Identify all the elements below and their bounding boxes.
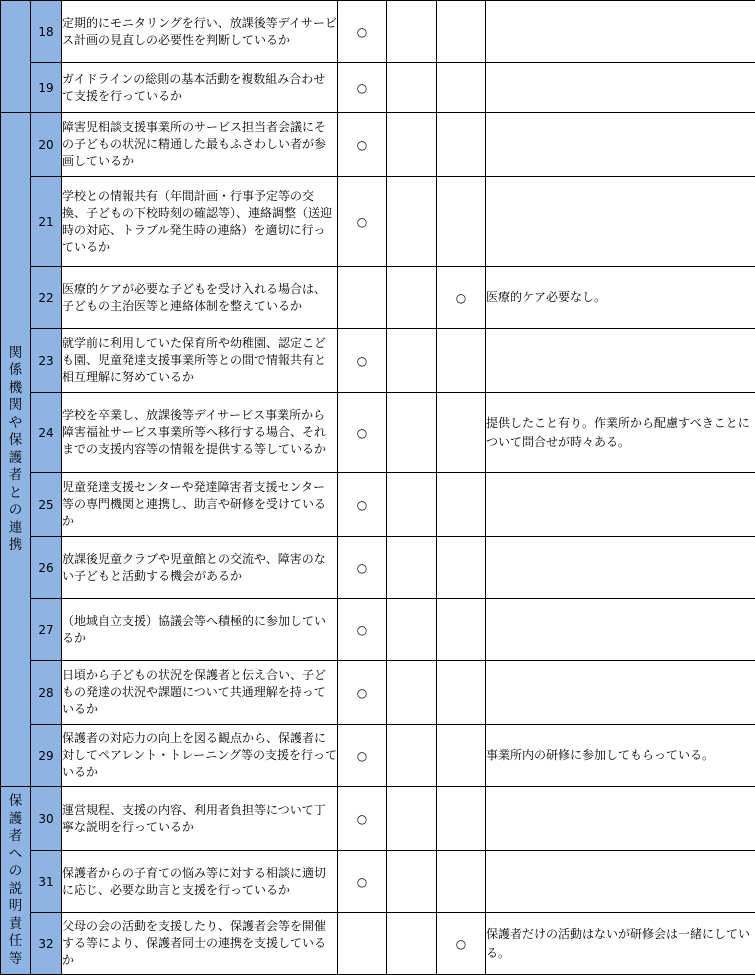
item-text: 学校との情報共有（年間計画・行事予定等の交換、子どもの下校時刻の確認等）、連絡調整（送迎時の対応、トラブル発生時の連絡）を適切に行っているか — [62, 177, 338, 267]
category-label: 保護者への説明責任等 — [9, 793, 23, 968]
no-mark — [387, 537, 437, 599]
table-row — [1, 661, 755, 725]
unknown-mark — [437, 329, 486, 393]
yes-mark: ○ — [338, 787, 387, 851]
table-row — [1, 267, 755, 329]
unknown-mark — [437, 725, 486, 787]
item-number: 18 — [31, 1, 62, 63]
yes-mark: ○ — [338, 329, 387, 393]
no-mark — [387, 913, 437, 975]
item-number: 30 — [31, 787, 62, 851]
improvement-note — [486, 537, 755, 599]
yes-mark: ○ — [338, 537, 387, 599]
yes-mark — [338, 913, 387, 975]
no-mark — [387, 267, 437, 329]
category-cell — [1, 787, 31, 975]
improvement-note: 事業所内の研修に参加してもらっている。 — [486, 725, 755, 787]
unknown-mark: ○ — [437, 913, 486, 975]
unknown-mark — [437, 1, 486, 63]
improvement-note — [486, 599, 755, 661]
item-text: 就学前に利用していた保育所や幼稚園、認定こども園、児童発達支援事業所等との間で情報共有と相互理解に努めているか — [62, 329, 338, 393]
unknown-mark — [437, 473, 486, 537]
yes-mark: ○ — [338, 1, 387, 63]
item-text: 日頃から子どもの状況を保護者と伝え合い、子どもの発達の状況や課題について共通理解を持っているか — [62, 661, 338, 725]
no-mark — [387, 113, 437, 177]
table-row — [1, 599, 755, 661]
no-mark — [387, 393, 437, 473]
item-number: 28 — [31, 661, 62, 725]
improvement-note: 保護者だけの活動はないが研修会は一緒にしている。 — [486, 913, 755, 975]
improvement-note — [486, 787, 755, 851]
table-row — [1, 329, 755, 393]
improvement-note — [486, 1, 755, 63]
item-number: 31 — [31, 851, 62, 913]
unknown-mark — [437, 63, 486, 113]
yes-mark: ○ — [338, 661, 387, 725]
improvement-note — [486, 177, 755, 267]
item-number: 22 — [31, 267, 62, 329]
item-text: 学校を卒業し、放課後等デイサービス事業所から障害福祉サービス事業所等へ移行する場合、それまでの支援内容等の情報を提供する等しているか — [62, 393, 338, 473]
item-number: 27 — [31, 599, 62, 661]
no-mark — [387, 329, 437, 393]
category-label: 関係機関や保護者との連携 — [9, 345, 23, 555]
table-row — [1, 393, 755, 473]
table-row — [1, 537, 755, 599]
item-text: 定期的にモニタリングを行い、放課後等デイサービス計画の見直しの必要性を判断しているか — [62, 1, 338, 63]
improvement-note — [486, 851, 755, 913]
yes-mark: ○ — [338, 473, 387, 537]
unknown-mark — [437, 113, 486, 177]
item-number: 29 — [31, 725, 62, 787]
item-text: 児童発達支援センターや発達障害者支援センター等の専門機関と連携し、助言や研修を受けているか — [62, 473, 338, 537]
item-text: 放課後児童クラブや児童館との交流や、障害のない子どもと活動する機会があるか — [62, 537, 338, 599]
unknown-mark — [437, 851, 486, 913]
unknown-mark: ○ — [437, 267, 486, 329]
table-row — [1, 63, 755, 113]
item-number: 20 — [31, 113, 62, 177]
item-text: 障害児相談支援事業所のサービス担当者会議にその子どもの状況に精通した最もふさわしい者が参画しているか — [62, 113, 338, 177]
no-mark — [387, 725, 437, 787]
yes-mark: ○ — [338, 851, 387, 913]
item-text: 運営規程、支援の内容、利用者負担等について丁寧な説明を行っているか — [62, 787, 338, 851]
item-text: （地域自立支援）協議会等へ積極的に参加しているか — [62, 599, 338, 661]
improvement-note — [486, 473, 755, 537]
item-text: ガイドラインの総則の基本活動を複数組み合わせて支援を行っているか — [62, 63, 338, 113]
improvement-note — [486, 113, 755, 177]
item-number: 32 — [31, 913, 62, 975]
improvement-note — [486, 329, 755, 393]
unknown-mark — [437, 177, 486, 267]
no-mark — [387, 177, 437, 267]
improvement-note — [486, 661, 755, 725]
item-text: 医療的ケアが必要な子どもを受け入れる場合は、子どもの主治医等と連絡体制を整えているか — [62, 267, 338, 329]
item-text: 父母の会の活動を支援したり、保護者会等を開催する等により、保護者同士の連携を支援しているか — [62, 913, 338, 975]
improvement-note — [486, 63, 755, 113]
category-cell — [1, 113, 31, 787]
table-row — [1, 913, 755, 975]
item-number: 26 — [31, 537, 62, 599]
no-mark — [387, 1, 437, 63]
no-mark — [387, 599, 437, 661]
yes-mark: ○ — [338, 63, 387, 113]
unknown-mark — [437, 787, 486, 851]
unknown-mark — [437, 537, 486, 599]
unknown-mark — [437, 393, 486, 473]
no-mark — [387, 661, 437, 725]
improvement-note: 医療的ケア必要なし。 — [486, 267, 755, 329]
item-number: 23 — [31, 329, 62, 393]
table-row — [1, 1, 755, 63]
item-number: 21 — [31, 177, 62, 267]
table-row — [1, 851, 755, 913]
item-number: 25 — [31, 473, 62, 537]
unknown-mark — [437, 599, 486, 661]
item-number: 19 — [31, 63, 62, 113]
table-row — [1, 177, 755, 267]
no-mark — [387, 851, 437, 913]
yes-mark: ○ — [338, 599, 387, 661]
unknown-mark — [437, 661, 486, 725]
yes-mark: ○ — [338, 725, 387, 787]
table-row — [1, 787, 755, 851]
no-mark — [387, 63, 437, 113]
table-row — [1, 113, 755, 177]
improvement-note: 提供したこと有り。作業所から配慮すべきことについて問合せが時々ある。 — [486, 393, 755, 473]
yes-mark: ○ — [338, 177, 387, 267]
no-mark — [387, 473, 437, 537]
item-text: 保護者の対応力の向上を図る観点から、保護者に対してペアレント・トレーニング等の支援を行っているか — [62, 725, 338, 787]
item-number: 24 — [31, 393, 62, 473]
no-mark — [387, 787, 437, 851]
table-row — [1, 473, 755, 537]
yes-mark — [338, 267, 387, 329]
item-text: 保護者からの子育ての悩み等に対する相談に適切に応じ、必要な助言と支援を行っているか — [62, 851, 338, 913]
category-cell — [1, 1, 31, 113]
table-row — [1, 725, 755, 787]
yes-mark: ○ — [338, 113, 387, 177]
yes-mark: ○ — [338, 393, 387, 473]
